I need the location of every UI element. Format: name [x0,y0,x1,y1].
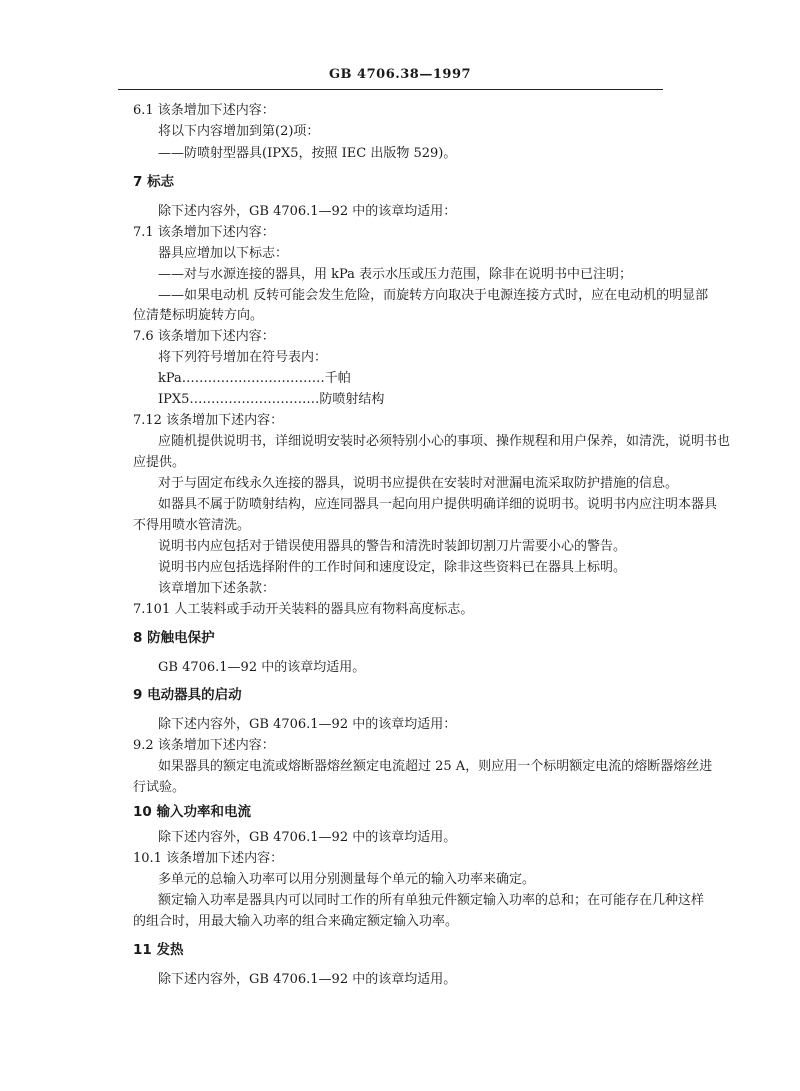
text-line: 位清楚标明旋转方向。 [133,308,264,323]
symbol-entry: IPX5…………………………防喷射结构 [158,392,385,407]
text-line: 行试验。 [133,780,186,795]
list-item: ——如果电动机 反转可能会发生危险，而旋转方向取决于电源连接方式时，应在电动机的明显部 [158,288,709,303]
text-line: 如器具不属于防喷射结构，应连同器具一起向用户提供明确详细的说明书。说明书内应注明本器具 [158,497,718,512]
list-item: ——对与水源连接的器具，用 kPa 表示水压或压力范围，除非在说明书中已注明； [158,267,633,282]
text-line: 器具应增加以下标志： [158,246,289,261]
clause-9-2: 9.2 该条增加下述内容： [133,738,275,753]
text-line: 该章增加下述条款： [158,581,276,596]
text-line: 说明书内应包括选择附件的工作时间和速度设定，除非这些资料已在器具上标明。 [158,560,627,575]
clause-7-101: 7.101 人工装料或手动开关装料的器具应有物料高度标志。 [133,602,474,617]
clause-10-1: 10.1 该条增加下述内容： [133,851,284,866]
text-line: 不得用喷水管清洗。 [133,518,251,533]
text-line: 除下述内容外，GB 4706.1—92 中的该章均适用。 [158,972,457,987]
text-line: 将以下内容增加到第(2)项： [158,124,320,139]
text-line: 额定输入功率是器具内可以同时工作的所有单独元件额定输入功率的总和；在可能存在几种这样 [158,893,705,908]
section-heading-11: 11 发热 [133,942,184,958]
list-item: ——防喷射型器具(IPX5，按照 IEC 出版物 529)。 [158,146,457,161]
text-line: 的组合时，用最大输入功率的组合来确定额定输入功率。 [133,914,459,929]
text-line: 多单元的总输入功率可以用分别测量每个单元的输入功率来确定。 [158,872,536,887]
text-line: 将下列符号增加在符号表内： [158,350,328,365]
text-line: GB 4706.1—92 中的该章均适用。 [158,660,366,675]
section-heading-10: 10 输入功率和电流 [133,804,251,820]
text-line: 说明书内应包括对于错误使用器具的警告和清洗时装卸切割刀片需要小心的警告。 [158,539,627,554]
clause-7-12: 7.12 该条增加下述内容： [133,413,284,428]
clause-7-6: 7.6 该条增加下述内容： [133,329,275,344]
clause-7-1: 7.1 该条增加下述内容： [133,225,275,240]
header-rule [118,89,663,90]
symbol-entry: kPa……………………………千帕 [158,371,351,386]
section-heading-7: 7 标志 [133,174,175,190]
text-line: 对于与固定布线永久连接的器具，说明书应提供在安装时对泄漏电流采取防护措施的信息。 [158,476,679,491]
text-line: 如果器具的额定电流或熔断器熔丝额定电流超过 25 A，则应用一个标明额定电流的熔断器熔丝进 [158,759,713,774]
section-heading-9: 9 电动器具的启动 [133,687,242,703]
standard-header: GB 4706.38—1997 [328,67,472,82]
text-line: 除下述内容外，GB 4706.1—92 中的该章均适用： [158,204,457,219]
text-line: 应提供。 [133,455,186,470]
section-heading-8: 8 防触电保护 [133,630,215,646]
text-line: 除下述内容外，GB 4706.1—92 中的该章均适用。 [158,830,457,845]
text-line: 除下述内容外，GB 4706.1—92 中的该章均适用： [158,717,457,732]
text-line: 应随机提供说明书，详细说明安装时必须特别小心的事项、操作规程和用户保养，如清洗，说明书也 [158,434,731,449]
clause-6-1: 6.1 该条增加下述内容： [133,103,275,118]
